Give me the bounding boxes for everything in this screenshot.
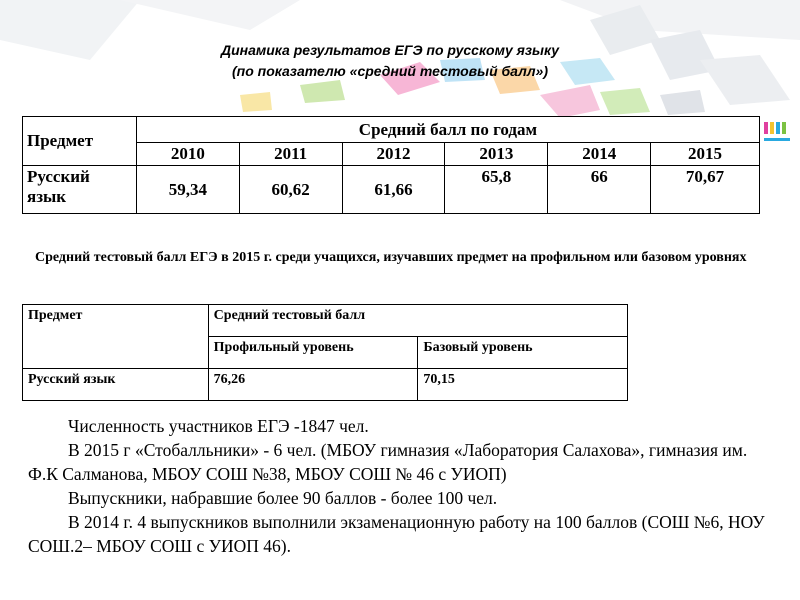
logo-fragment	[762, 118, 800, 148]
subject-cell: Русский язык	[23, 166, 137, 214]
year-cell: 2011	[239, 143, 342, 166]
score-cell: 61,66	[342, 166, 445, 214]
summary-text	[28, 414, 768, 558]
base-score-cell: 70,15	[418, 369, 628, 401]
over-90-points: Выпускники, набравшие более 90 баллов - более 100 чел.	[68, 488, 498, 508]
title-line-2: (по показателю «средний тестовый балл»)	[231, 63, 549, 79]
score-cell: 66	[548, 166, 651, 214]
year-cell: 2013	[445, 143, 548, 166]
participants-count: Численность участников ЕГЭ -1847 чел.	[68, 416, 369, 436]
section-caption: Средний тестовый балл ЕГЭ в 2015 г. среди учащихся, изучавших предмет на профильном или базовом уровнях	[35, 250, 747, 265]
score-cell: 60,62	[239, 166, 342, 214]
year-cell: 2015	[651, 143, 760, 166]
group-header: Средний балл по годам	[136, 117, 759, 143]
hundred-pointers-2014: В 2014 г. 4 выпускников выполнили экзаменационную работу на 100 баллов (СОШ №6, НОУ СОШ.2– МБОУ СОШ с УИОП 46).	[28, 512, 765, 556]
year-cell: 2014	[548, 143, 651, 166]
subject-cell: Русский язык	[23, 369, 209, 401]
subject-header: Предмет	[23, 117, 137, 166]
profile-level-header: Профильный уровень	[208, 337, 418, 369]
profile-score-cell: 76,26	[208, 369, 418, 401]
title-line-1: Динамика результатов ЕГЭ по русскому языку	[220, 42, 560, 58]
score-cell: 70,67	[651, 166, 760, 214]
subject-header: Предмет	[23, 305, 209, 369]
group-header: Средний тестовый балл	[208, 305, 627, 337]
level-scores-table	[22, 304, 628, 401]
year-cell: 2010	[136, 143, 239, 166]
score-cell: 65,8	[445, 166, 548, 214]
hundred-pointers-2015: В 2015 г «Стобалльники» - 6 чел. (МБОУ гимназия «Лаборатория Салахова», гимназия им. Ф.К Салманова, МБОУ СОШ №38, МБОУ СОШ № 46 с УИОП)	[28, 440, 748, 484]
year-cell: 2012	[342, 143, 445, 166]
score-cell: 59,34	[136, 166, 239, 214]
yearly-scores-table	[22, 116, 760, 214]
page-title	[110, 40, 670, 82]
base-level-header: Базовый уровень	[418, 337, 628, 369]
